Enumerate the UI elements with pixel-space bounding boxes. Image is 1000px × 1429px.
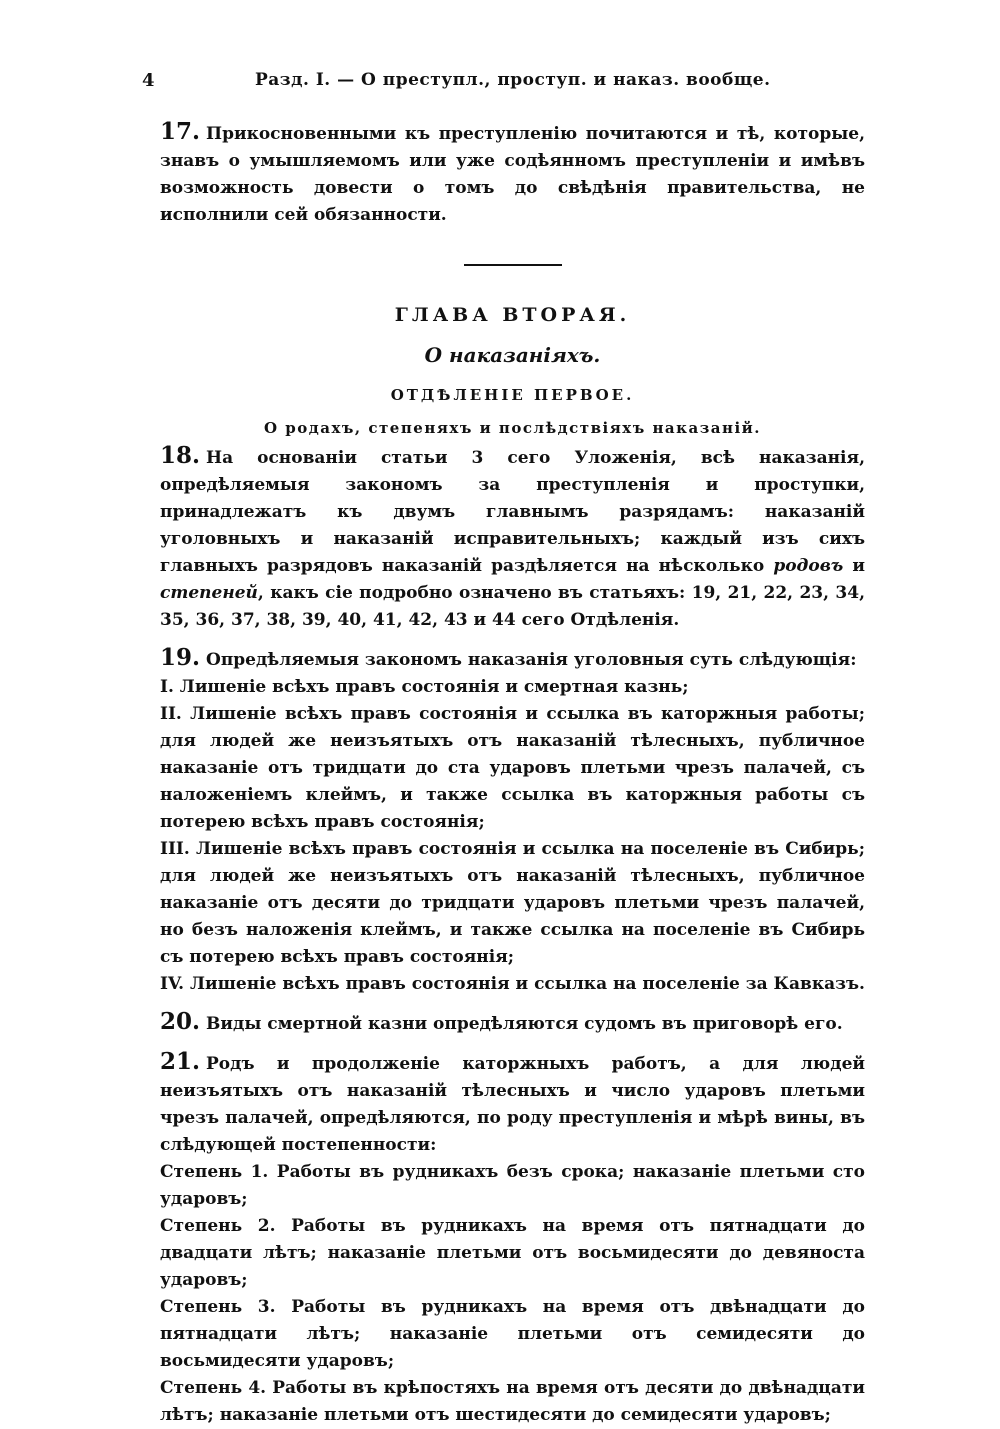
section-title: ОТДѢЛЕНІЕ ПЕРВОЕ. bbox=[390, 386, 635, 404]
article-19-item: II. Лишеніе всѣхъ правъ состоянія и ссылка въ каторжныя работы; для людей же неизъятыхъ отъ наказаній тѣлесныхъ, публичное наказаніе отъ тридцати до ста ударовъ плетьми чрезъ палачей, съ наложеніемъ клеймъ, и также ссылка въ каторжныя работы съ потерею всѣхъ правъ состоянія; bbox=[160, 704, 865, 832]
chapter-title: ГЛАВА ВТОРАЯ. bbox=[394, 304, 631, 326]
article-number: 17. bbox=[160, 118, 201, 145]
running-head: Разд. I. — О преступл., проступ. и наказ. вообще. bbox=[255, 70, 771, 90]
page-number: 4 bbox=[142, 70, 155, 91]
article-21-degree: Степень 2. Работы въ рудникахъ на время отъ пятнадцати до двадцати лѣтъ; наказаніе плетьми отъ восьмидесяти до девяноста ударовъ; bbox=[160, 1216, 865, 1290]
article-19-item: IV. Лишеніе всѣхъ правъ состоянія и ссылка на поселеніе за Кавказъ. bbox=[160, 974, 865, 994]
section-divider bbox=[464, 264, 562, 266]
article-text: и bbox=[852, 556, 865, 576]
article-text: Прикосновенными къ преступленію почитаются и тѣ, которые, знавъ о умышляемомъ или уже содѣянномъ преступленіи и имѣвъ возможность довести о томъ до свѣдѣнія правительства, не исполнили сей обязанности. bbox=[160, 124, 865, 225]
article-19 bbox=[160, 644, 865, 674]
article-20 bbox=[160, 1008, 865, 1038]
article-21-degree: Степень 3. Работы въ рудникахъ на время отъ двѣнадцати до пятнадцати лѣтъ; наказаніе плетьми отъ семидесяти до восьмидесяти ударовъ; bbox=[160, 1297, 865, 1371]
article-17 bbox=[160, 118, 865, 229]
article-number: 21. bbox=[160, 1048, 201, 1075]
article-18 bbox=[160, 442, 865, 634]
page-content bbox=[160, 118, 865, 1429]
article-number: 19. bbox=[160, 644, 201, 671]
article-text: Виды смертной казни опредѣляются судомъ въ приговорѣ его. bbox=[206, 1014, 843, 1034]
article-text: На основаніи статьи 3 сего Уложенія, всѣ наказанія, опредѣляемыя закономъ за преступленія и проступки, принадлежатъ къ двумъ главнымъ разрядамъ: наказаній уголовныхъ и наказаній исправительныхъ; каждый изъ сихъ главныхъ разрядовъ наказаній раздѣляется на нѣсколько bbox=[160, 448, 865, 576]
page-header bbox=[142, 70, 865, 100]
chapter-subtitle: О наказаніяхъ. bbox=[424, 343, 601, 367]
article-21-degree: Степень 1. Работы въ рудникахъ безъ срока; наказаніе плетьми сто ударовъ; bbox=[160, 1162, 865, 1209]
article-number: 18. bbox=[160, 442, 201, 469]
italic-term: родовъ bbox=[773, 556, 844, 576]
article-number: 20. bbox=[160, 1008, 201, 1035]
italic-term: степеней bbox=[160, 583, 258, 603]
article-21-degree: Степень 4. Работы въ крѣпостяхъ на время отъ десяти до двѣнадцати лѣтъ; наказаніе плетьми отъ шестидесяти до семидесяти ударовъ; bbox=[160, 1378, 865, 1425]
article-text: Родъ и продолженіе каторжныхъ работъ, а для людей неизъятыхъ отъ наказаній тѣлесныхъ и число ударовъ плетьми чрезъ палачей, опредѣляются, по роду преступленія и мѣрѣ вины, въ слѣдующей постепенности: bbox=[160, 1054, 865, 1155]
article-text: Опредѣляемыя закономъ наказанія уголовныя суть слѣдующія: bbox=[206, 650, 857, 670]
section-subtitle: О родахъ, степеняхъ и послѣдствіяхъ наказаній. bbox=[263, 419, 762, 437]
article-19-item: I. Лишеніе всѣхъ правъ состоянія и смертная казнь; bbox=[160, 677, 689, 697]
article-19-item: III. Лишеніе всѣхъ правъ состоянія и ссылка на поселеніе въ Сибирь; для людей же неизъятыхъ отъ наказаній тѣлесныхъ, публичное наказаніе отъ десяти до тридцати ударовъ плетьми чрезъ палачей, но безъ наложенія клеймъ, и также ссылка на поселеніе въ Сибирь съ потерею всѣхъ правъ состоянія; bbox=[160, 839, 865, 967]
article-text: , какъ сіе подробно означено въ статьяхъ: 19, 21, 22, 23, 34, 35, 36, 37, 38, 39, 40, 41, 42, 43 и 44 сего Отдѣленія. bbox=[160, 583, 865, 630]
article-21 bbox=[160, 1048, 865, 1159]
